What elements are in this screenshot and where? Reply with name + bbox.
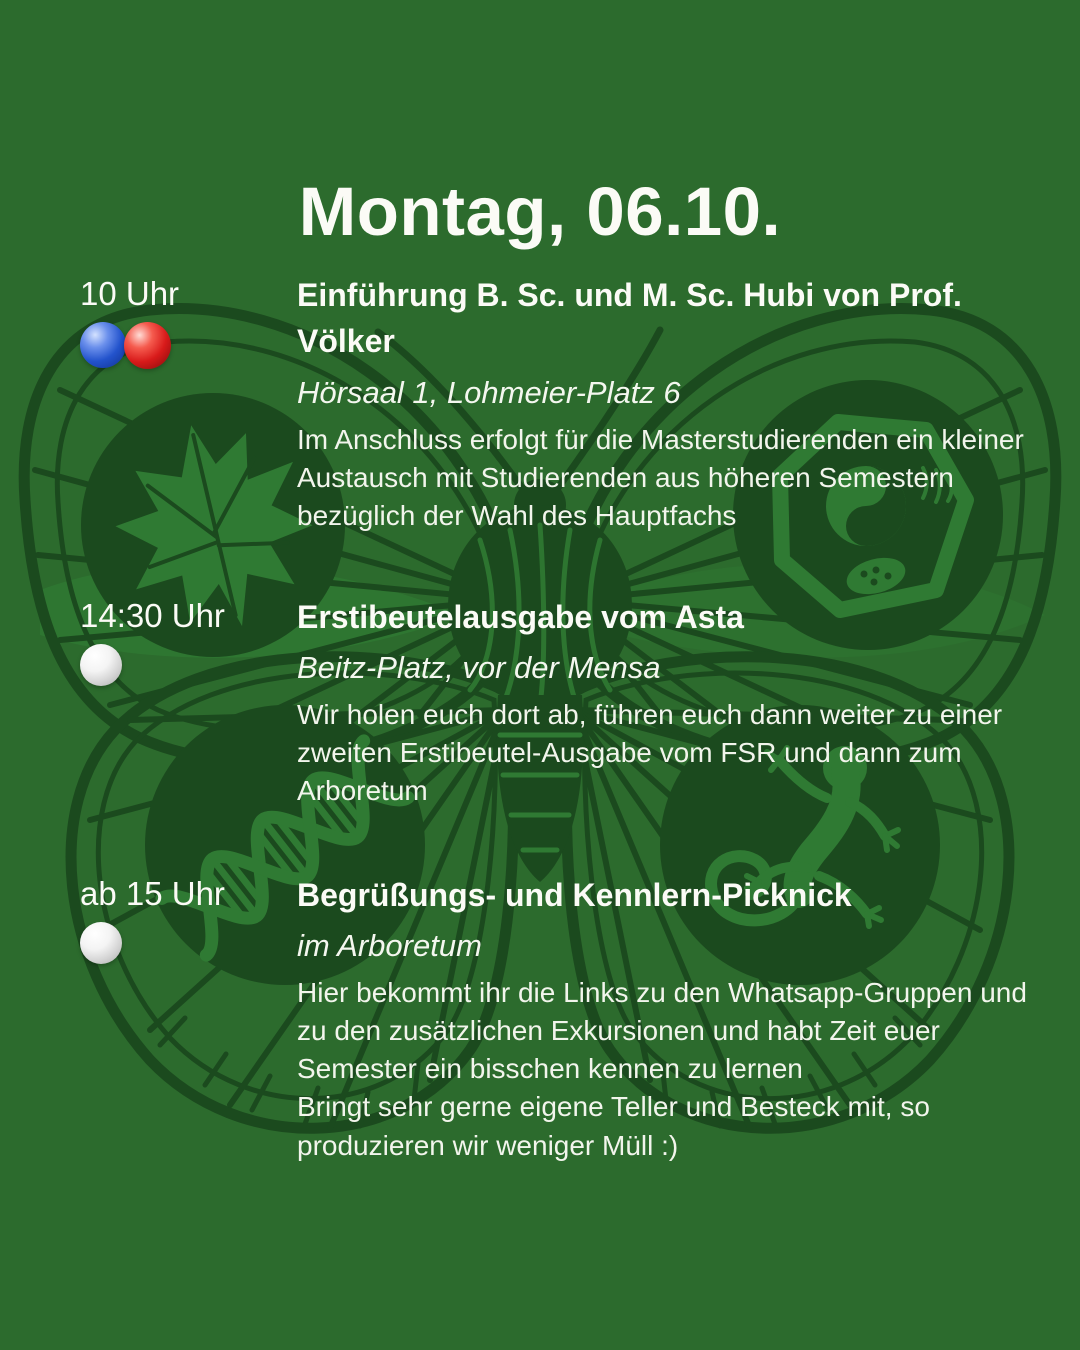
event-content <box>297 872 1053 1165</box>
event-title: Begrüßungs- und Kennlern-Picknick <box>297 877 852 913</box>
event-location: Hörsaal 1, Lohmeier-Platz 6 <box>297 374 681 410</box>
event-content <box>297 594 1053 810</box>
event-time-column <box>80 596 285 686</box>
event-description <box>297 696 1053 810</box>
red-sphere-icon <box>124 322 171 369</box>
white-sphere-icon <box>80 922 122 964</box>
event-time: 14:30 Uhr <box>80 597 225 634</box>
event-time: ab 15 Uhr <box>80 875 225 912</box>
event-markers <box>80 644 285 686</box>
event-location: Beitz-Platz, vor der Mensa <box>297 650 661 686</box>
event-description-paragraph: Hier bekommt ihr die Links zu den Whatsapp-Gruppen und zu den zusätzlichen Exkursionen und habt Zeit euer Semester ein bisschen kennen zu lernen <box>297 977 1027 1085</box>
event-item <box>80 272 1040 535</box>
event-time-column <box>80 274 285 369</box>
event-item <box>80 594 1040 810</box>
event-time: 10 Uhr <box>80 275 180 312</box>
event-location: im Arboretum <box>297 928 482 964</box>
event-markers <box>80 922 285 964</box>
event-description-paragraph: Bringt sehr gerne eigene Teller und Besteck mit, so produzieren wir weniger Müll :) <box>297 1091 930 1161</box>
event-description-paragraph: Im Anschluss erfolgt für die Masterstudierenden ein kleiner Austausch mit Studierenden aus höheren Semestern bezüglich der Wahl des Hauptfachs <box>297 423 1024 531</box>
event-title: Erstibeutelausgabe vom Asta <box>297 599 744 635</box>
event-description <box>297 974 1053 1164</box>
page-title: Montag, 06.10. <box>298 173 782 251</box>
event-title: Einführung B. Sc. und M. Sc. Hubi von Prof. Völker <box>297 277 962 360</box>
event-time-column <box>80 874 285 964</box>
event-description <box>297 421 1053 535</box>
event-description-paragraph: Wir holen euch dort ab, führen euch dann weiter zu einer zweiten Erstibeutel-Ausgabe vom FSR und dann zum Arboretum <box>297 699 1003 807</box>
event-item <box>80 872 1040 1165</box>
white-sphere-icon <box>80 644 122 686</box>
blue-sphere-icon <box>80 322 126 368</box>
event-content <box>297 272 1053 535</box>
event-markers <box>80 322 285 369</box>
